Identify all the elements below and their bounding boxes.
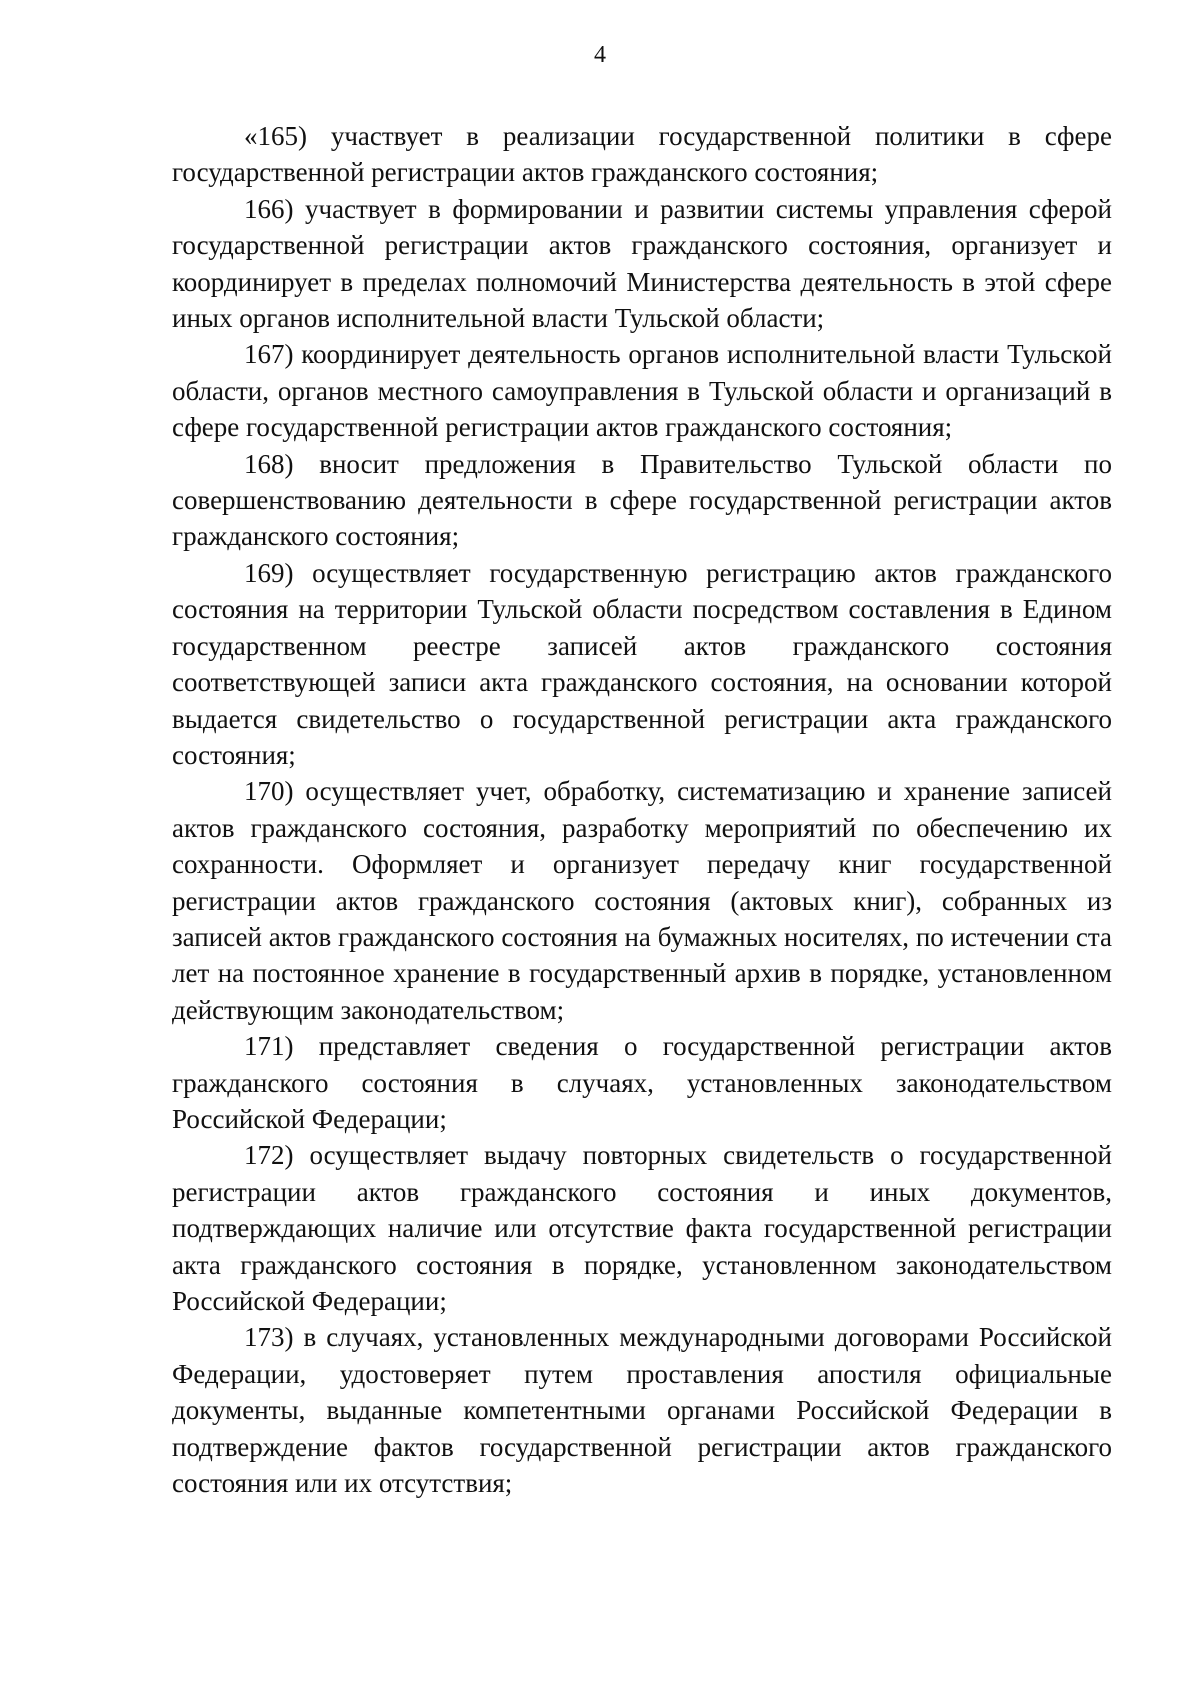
paragraph-171: 171) представляет сведения о государственной регистрации актов гражданского состояния в случаях, установленных законодательством Российской Федерации; <box>172 1031 1112 1134</box>
paragraph-169: 169) осуществляет государственную регистрацию актов гражданского состояния на территории Тульской области посредством составления в Едином государственном реестре записей актов гражданского состояния соответствующей записи акта гражданского состояния, на основании которой выдается свидетельство о государственной регистрации акта гражданского состояния; <box>172 557 1112 770</box>
paragraph-173: 173) в случаях, установленных международными договорами Российской Федерации, удостоверяет путем проставления апостиля официальные документы, выданные компетентными органами Российской Федерации в подтверждение фактов государственной регистрации актов гражданского состояния или их отсутствия; <box>172 1322 1112 1499</box>
document-body <box>172 118 1112 1501</box>
paragraph-166: 166) участвует в формировании и развитии системы управления сферой государственной регистрации актов гражданского состояния, организует и координирует в пределах полномочий Министерства деятельность в этой сфере иных органов исполнительной власти Тульской области; <box>172 193 1112 334</box>
paragraph-165: «165) участвует в реализации государственной политики в сфере государственной регистрации актов гражданского состояния; <box>172 121 1112 188</box>
paragraph-168: 168) вносит предложения в Правительство Тульской области по совершенствованию деятельности в сфере государственной регистрации актов гражданского состояния; <box>172 448 1112 552</box>
paragraph-167: 167) координирует деятельность органов исполнительной власти Тульской области, органов местного самоуправления в Тульской области и организаций в сфере государственной регистрации актов гражданского состояния; <box>172 339 1112 443</box>
page-number: 4 <box>594 42 606 68</box>
paragraph-170: 170) осуществляет учет, обработку, систематизацию и хранение записей актов гражданского состояния, разработку мероприятий по обеспечению их сохранности. Оформляет и организует передачу книг государственной регистрации актов гражданского состояния (актовых книг), собранных из записей актов гражданского состояния на бумажных носителях, по истечении ста лет на постоянное хранение в государственный архив в порядке, установленном действующим законодательством; <box>172 776 1112 1025</box>
paragraph-172: 172) осуществляет выдачу повторных свидетельств о государственной регистрации актов гражданского состояния и иных документов, подтверждающих наличие или отсутствие факта государственной регистрации акта гражданского состояния в порядке, установленном законодательством Российской Федерации; <box>172 1140 1112 1316</box>
